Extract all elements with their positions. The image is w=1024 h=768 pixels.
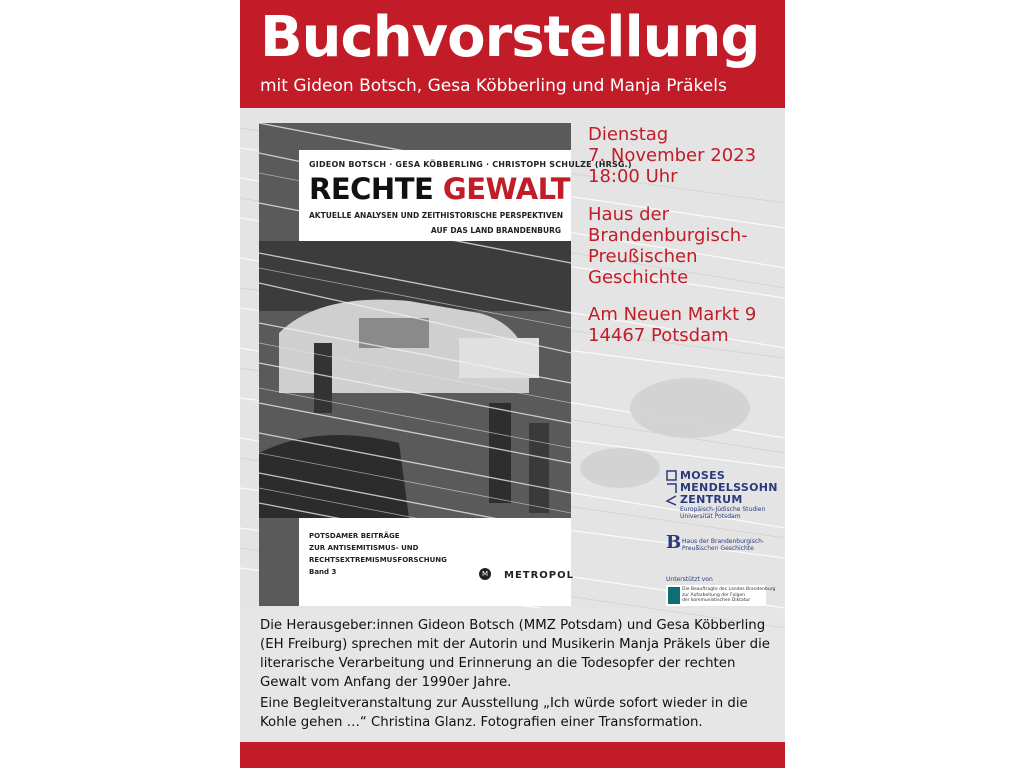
poster-title: Buchvorstellung — [260, 5, 760, 70]
mms-line1: MOSES — [680, 469, 726, 482]
event-day: Dienstag — [588, 124, 669, 145]
event-date: 7. November 2023 — [588, 145, 757, 166]
series-line4: Band 3 — [309, 568, 337, 576]
series-line3: RECHTSEXTREMISMUSFORSCHUNG — [309, 556, 447, 564]
address-line2: 14467 Potsdam — [588, 325, 729, 346]
body-paragraph1: Die Herausgeber:innen Gideon Botsch (MMZ Potsdam) und Gesa Köbberling (EH Freiburg) sprechen mit der Autorin und Musikerin Manja Präkels über die literarische Verarbeitung und Erinnerung an die Todesopfer der rechten Gewalt vom Anfang der 1990er Jahre. — [260, 618, 770, 690]
support-line1: Die Beauftragte des Landes Brandenburg — [682, 587, 776, 592]
cover-title-part1: RECHTE — [309, 172, 443, 206]
cover-authors: GIDEON BOTSCH · GESA KÖBBERLING · CHRISTOPH SCHULZE (HRSG.) — [309, 160, 632, 169]
support-label: Unterstützt von — [666, 576, 713, 583]
mms-line3: ZENTRUM — [680, 493, 743, 506]
event-datetime — [588, 124, 756, 187]
venue-line3: Preußischen — [588, 246, 698, 267]
venue-line2: Brandenburgisch- — [588, 225, 748, 246]
mms-sub1: Europäisch-Jüdische Studien — [680, 506, 766, 513]
cover-subtitle-line2: AUF DAS LAND BRANDENBURG — [430, 226, 561, 235]
cover-subtitle-line1: AKTUELLE ANALYSEN UND ZEITHISTORISCHE PERSPEKTIVEN — [309, 211, 564, 220]
venue-line1: Haus der — [588, 204, 669, 225]
event-time: 18:00 Uhr — [588, 166, 678, 187]
publisher-name: METROPOL — [504, 570, 575, 581]
poster-footer-bar — [240, 742, 785, 768]
series-line2: ZUR ANTISEMITISMUS- UND — [309, 544, 419, 552]
event-venue — [588, 204, 748, 288]
hbpg-line2: Preußischen Geschichte — [682, 545, 754, 552]
poster-subtitle: mit Gideon Botsch, Gesa Köbberling und Manja Präkels — [260, 76, 727, 96]
support-line3: der kommunistischen Diktatur — [682, 598, 751, 603]
address-line1: Am Neuen Markt 9 — [588, 304, 757, 325]
mms-sub2: Universität Potsdam — [680, 513, 741, 520]
event-address — [588, 304, 756, 346]
hbpg-line1: Haus der Brandenburgisch- — [682, 538, 765, 545]
poster-header — [240, 0, 785, 108]
poster — [240, 0, 785, 768]
cover-title-part2: GEWALT — [442, 172, 571, 206]
publisher-logo-icon: M — [479, 568, 491, 580]
mms-mark-icon — [666, 470, 678, 506]
support-line2: zur Aufarbeitung der Folgen — [682, 592, 746, 598]
support-logo — [666, 576, 776, 603]
venue-line4: Geschichte — [588, 267, 689, 288]
cover-series-box — [299, 518, 575, 606]
mms-line2: MENDELSSOHN — [680, 481, 778, 494]
series-line1: POTSDAMER BEITRÄGE — [309, 532, 400, 540]
cover-title — [309, 172, 570, 206]
support-mark-icon — [668, 587, 680, 604]
hbpg-mark-icon: B — [666, 532, 682, 553]
body-paragraph2: Eine Begleitveranstaltung zur Ausstellung „Ich würde sofort wieder in die Kohle gehen …“ Christina Glanz. Fotografien einer Transformation. — [260, 696, 748, 730]
